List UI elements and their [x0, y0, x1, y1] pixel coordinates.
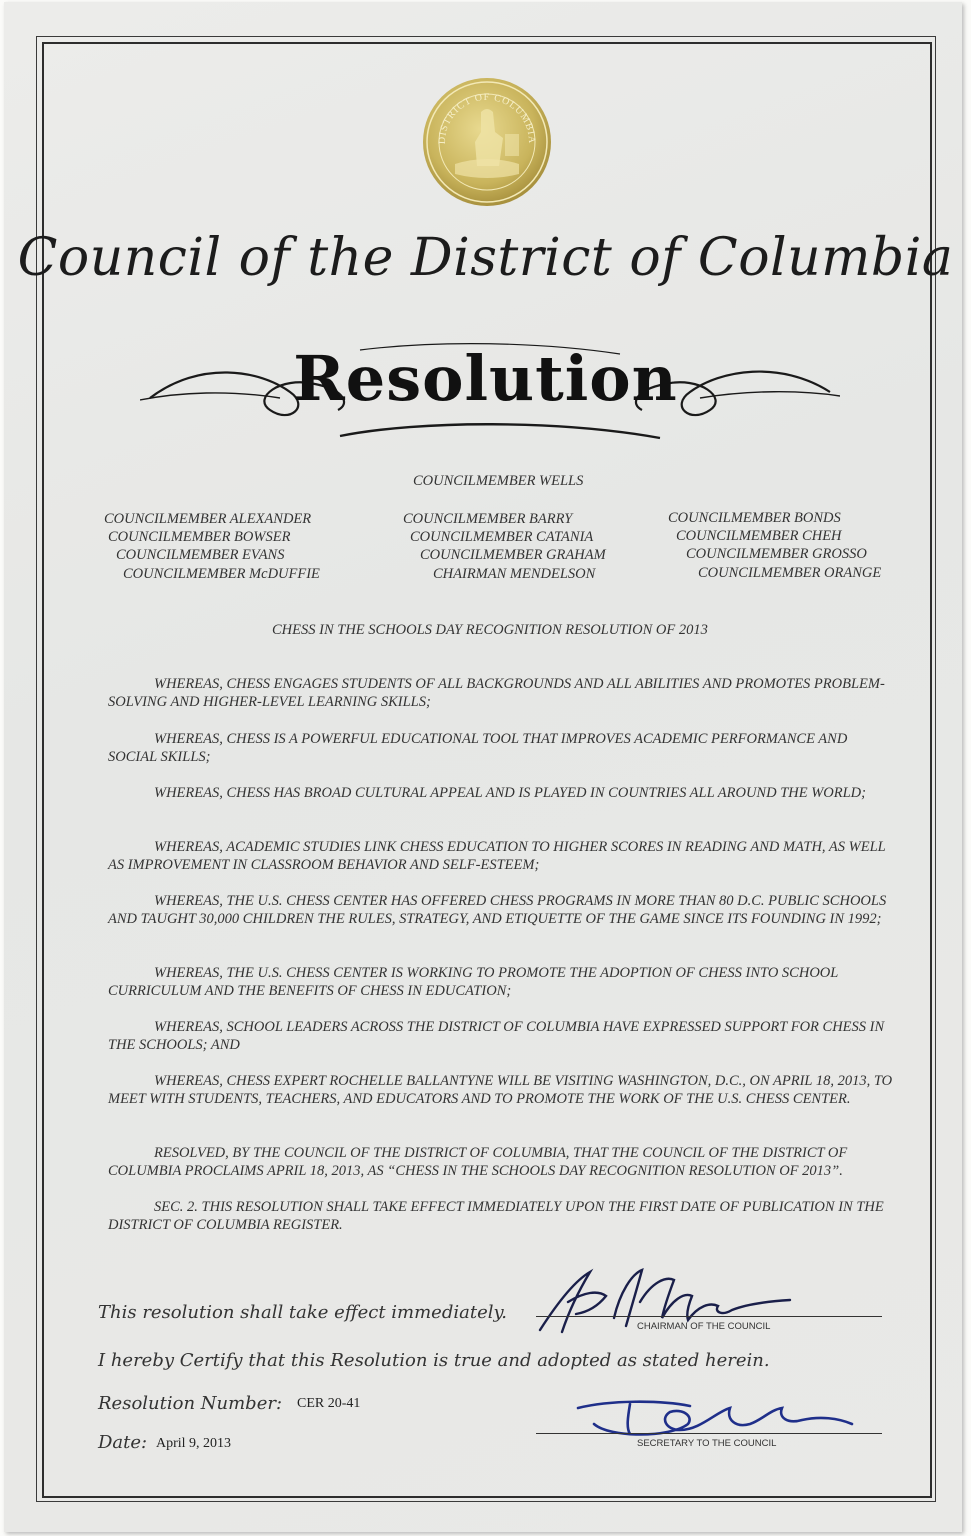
whereas-paragraph: WHEREAS, CHESS ENGAGES STUDENTS OF ALL BACKGROUNDS AND ALL ABILITIES AND PROMOTES PROBLEM-SOLVING AND HIGHER-LEVEL LEARNING SKILLS; [108, 676, 885, 710]
cosponsor: CHAIRMAN MENDELSON [433, 566, 596, 582]
council-title: Council of the District of Columbia [17, 228, 954, 288]
secretary-signature-line [536, 1433, 882, 1434]
chairman-caption: CHAIRMAN OF THE COUNCIL [637, 1321, 771, 1332]
resolution-number-label: Resolution Number: [98, 1393, 283, 1414]
whereas-paragraph: WHEREAS, SCHOOL LEADERS ACROSS THE DISTRICT OF COLUMBIA HAVE EXPRESSED SUPPORT FOR CHESS IN THE SCHOOLS; AND [108, 1019, 885, 1053]
cosponsor: COUNCILMEMBER CATANIA [410, 529, 594, 545]
secretary-caption: SECRETARY TO THE COUNCIL [637, 1438, 777, 1449]
date-label: Date: [98, 1432, 148, 1453]
whereas-paragraph: WHEREAS, CHESS IS A POWERFUL EDUCATIONAL TOOL THAT IMPROVES ACADEMIC PERFORMANCE AND SOCIAL SKILLS; [108, 731, 848, 765]
cosponsor: COUNCILMEMBER EVANS [116, 547, 285, 563]
whereas-paragraph: WHEREAS, CHESS EXPERT ROCHELLE BALLANTYNE WILL BE VISITING WASHINGTON, D.C., ON APRIL 18, 2013, TO MEET WITH STUDENTS, TEACHERS, AND EDUCATORS AND TO PROMOTE THE WORK OF THE U.S. CHESS CENTER. [108, 1073, 893, 1107]
cosponsor: COUNCILMEMBER ALEXANDER [104, 511, 312, 527]
certify-statement: I hereby Certify that this Resolution is true and adopted as stated herein. [98, 1350, 770, 1371]
whereas-paragraph: WHEREAS, THE U.S. CHESS CENTER HAS OFFERED CHESS PROGRAMS IN MORE THAN 80 D.C. PUBLIC SCHOOLS AND TAUGHT 30,000 CHILDREN THE RULES, STRATEGY, AND ETIQUETTE OF THE GAME SINCE ITS FOUNDING IN 1992; [108, 893, 887, 927]
document-type-title: Resolution [293, 342, 678, 415]
cosponsor: COUNCILMEMBER BARRY [403, 511, 573, 527]
seal-text: DISTRICT OF COLUMBIA [436, 91, 538, 145]
date-value: April 9, 2013 [156, 1436, 232, 1451]
cosponsor: COUNCILMEMBER GROSSO [686, 546, 867, 562]
cosponsor: COUNCILMEMBER ORANGE [698, 565, 882, 581]
cosponsor: COUNCILMEMBER BOWSER [108, 529, 291, 545]
cosponsor: COUNCILMEMBER BONDS [668, 510, 841, 526]
cosponsor: COUNCILMEMBER CHEH [676, 528, 842, 544]
cosponsor: COUNCILMEMBER McDUFFIE [123, 566, 320, 582]
resolved-paragraph: RESOLVED, BY THE COUNCIL OF THE DISTRICT OF COLUMBIA, THAT THE COUNCIL OF THE DISTRICT OF COLUMBIA PROCLAIMS APRIL 18, 2013, AS “CHESS IN THE SCHOOLS DAY RECOGNITION RESOLUTION OF 2013”. [108, 1145, 848, 1179]
resolution-number-value: CER 20-41 [297, 1396, 361, 1411]
whereas-paragraph: WHEREAS, CHESS HAS BROAD CULTURAL APPEAL AND IS PLAYED IN COUNTRIES ALL AROUND THE WORLD; [154, 785, 866, 801]
effect-statement: This resolution shall take effect immediately. [98, 1302, 507, 1323]
whereas-paragraph: WHEREAS, ACADEMIC STUDIES LINK CHESS EDUCATION TO HIGHER SCORES IN READING AND MATH, AS WELL AS IMPROVEMENT IN CLASSROOM BEHAVIOR AND SELF-ESTEEM; [108, 839, 886, 873]
chairman-signature-line [536, 1316, 882, 1317]
resolution-title: CHESS IN THE SCHOOLS DAY RECOGNITION RESOLUTION OF 2013 [272, 622, 708, 638]
district-seal-icon [421, 76, 553, 208]
cosponsor: COUNCILMEMBER GRAHAM [420, 547, 606, 563]
section-paragraph: SEC. 2. THIS RESOLUTION SHALL TAKE EFFECT IMMEDIATELY UPON THE FIRST DATE OF PUBLICATION IN THE DISTRICT OF COLUMBIA REGISTER. [108, 1199, 884, 1233]
whereas-paragraph: WHEREAS, THE U.S. CHESS CENTER IS WORKING TO PROMOTE THE ADOPTION OF CHESS INTO SCHOOL CURRICULUM AND THE BENEFITS OF CHESS IN EDUCATION; [108, 965, 839, 999]
introducer: COUNCILMEMBER WELLS [413, 473, 584, 489]
